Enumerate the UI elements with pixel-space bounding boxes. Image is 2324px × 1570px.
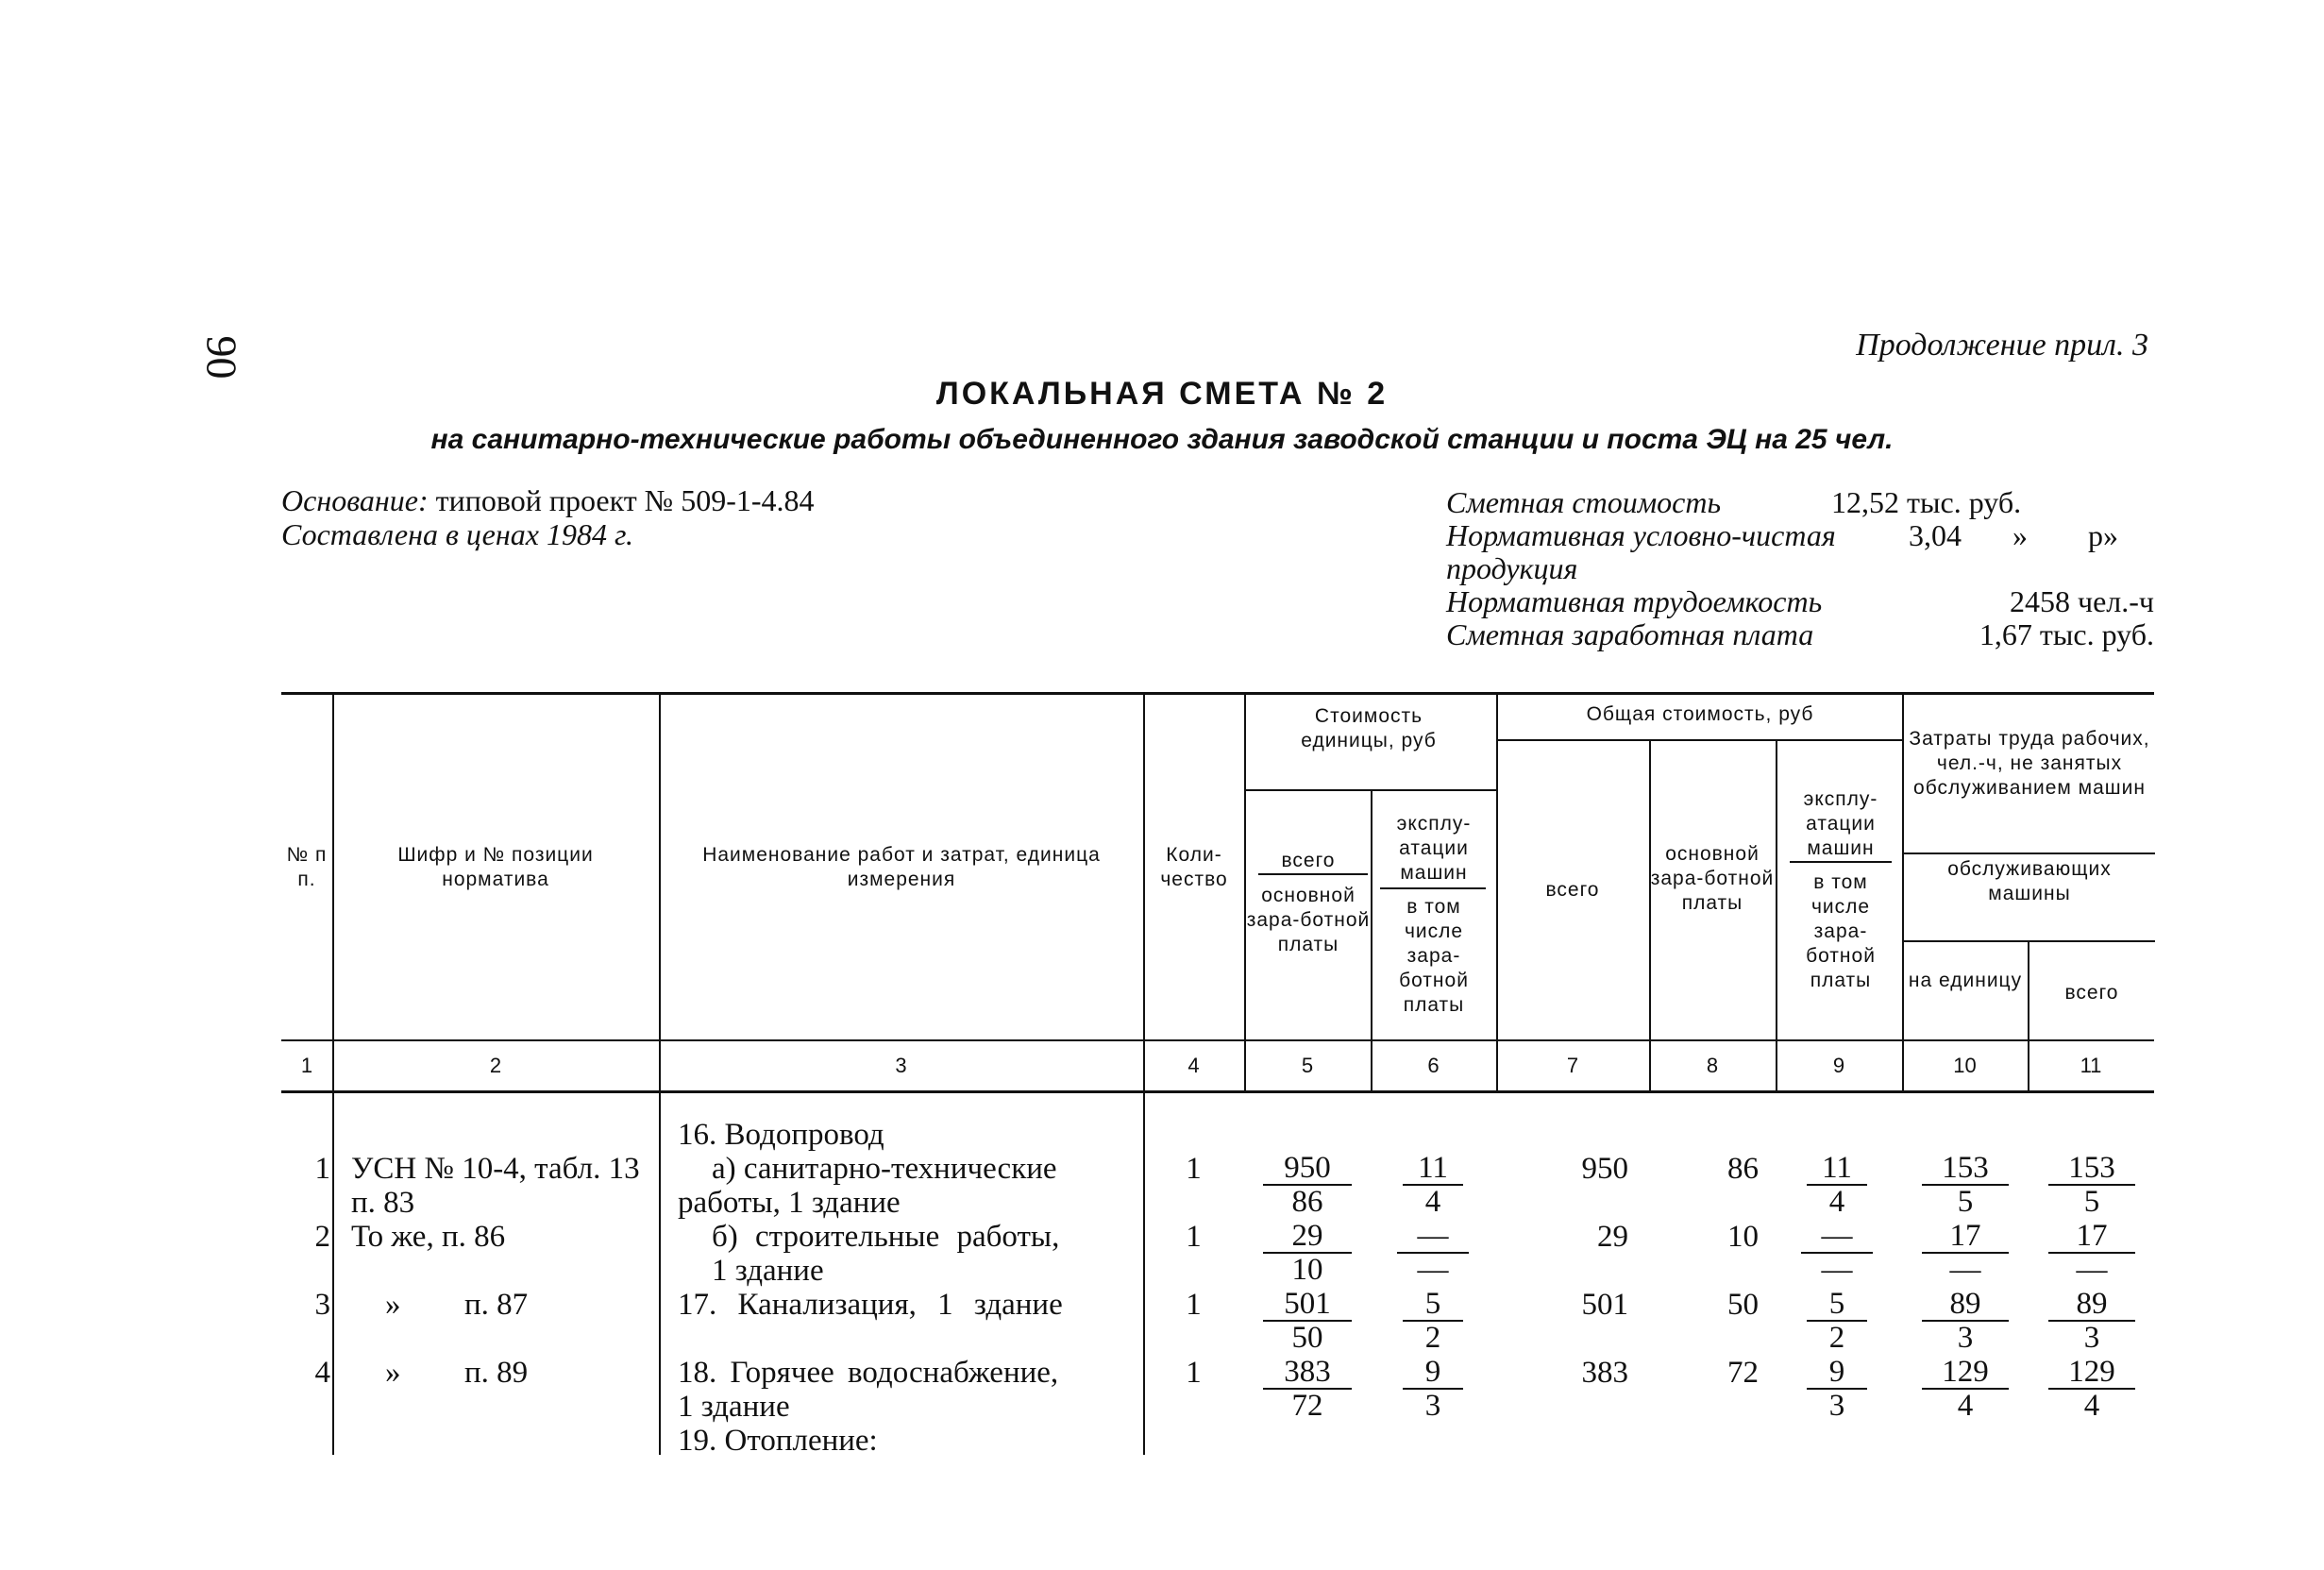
wage-value: 1,67 тыс. руб.	[1979, 617, 2154, 651]
frac-bottom: 4	[1828, 1185, 1845, 1219]
frac-bottom: 86	[1291, 1185, 1323, 1219]
wage-label: Сметная заработная плата	[1446, 617, 1814, 651]
row-qty: 1	[1186, 1152, 1202, 1186]
header-c2: Шифр и № позиции норматива	[397, 844, 594, 890]
frac-bottom: 72	[1291, 1389, 1323, 1423]
frac-bottom: 3	[1424, 1389, 1441, 1423]
row-code: УСН № 10-4, табл. 13	[351, 1152, 640, 1186]
table-top-rule	[281, 692, 2154, 695]
frac-top: —	[1397, 1220, 1469, 1254]
col-number: 7	[1566, 1054, 1579, 1077]
frac-bottom: —	[2076, 1253, 2108, 1287]
col-number: 2	[489, 1054, 502, 1077]
header-c4: Коли-чество	[1160, 844, 1228, 890]
row-c11	[2048, 1152, 2135, 1218]
row-c7: 501	[1581, 1288, 1628, 1322]
net-value: 3,04	[1909, 518, 1962, 552]
col-number: 5	[1301, 1054, 1314, 1077]
rule-colnums-bottom	[281, 1090, 2154, 1093]
row-c9	[1807, 1288, 1867, 1354]
frac-bottom: 3	[2083, 1321, 2100, 1355]
row-c6	[1403, 1288, 1463, 1354]
section-19: 19. Отопление:	[678, 1424, 878, 1458]
row-c6	[1403, 1356, 1463, 1422]
frac-bottom: 2	[1424, 1321, 1441, 1355]
row-c9	[1807, 1356, 1867, 1422]
frac-top: 5	[1807, 1288, 1867, 1322]
frac-bottom: 3	[1828, 1389, 1845, 1423]
document-title: ЛОКАЛЬНАЯ СМЕТА № 2	[935, 376, 1389, 412]
header-c9-top: эксплу-атации машин	[1803, 788, 1878, 859]
vline-5	[1371, 789, 1373, 1091]
frac-top: 17	[2048, 1220, 2135, 1254]
col-number: 9	[1832, 1054, 1845, 1077]
row-c5	[1263, 1356, 1352, 1422]
row-c7: 29	[1597, 1220, 1628, 1254]
row-c8: 50	[1727, 1288, 1759, 1322]
row-c5	[1263, 1220, 1352, 1286]
header-c5-top: всего	[1281, 850, 1336, 871]
frac-top: 129	[2048, 1356, 2135, 1390]
frac-top: 17	[1922, 1220, 2009, 1254]
col-number: 11	[2080, 1054, 2102, 1077]
header-total-cost: Общая стоимость, руб	[1586, 703, 1814, 725]
frac-bottom: 4	[2083, 1389, 2100, 1423]
row-c9	[1801, 1220, 1873, 1286]
header-c9-bottom: в том числе зара-ботной платы	[1806, 871, 1876, 991]
row-c10	[1922, 1220, 2009, 1286]
col-number: 4	[1187, 1054, 1200, 1077]
header-unit-cost: Стоимость единицы, руб	[1301, 705, 1437, 751]
row-qty: 1	[1186, 1288, 1202, 1322]
row-c7: 950	[1581, 1152, 1628, 1186]
frac-top: 501	[1263, 1288, 1352, 1322]
frac-bottom: 50	[1291, 1321, 1323, 1355]
row-code-2: п. 87	[464, 1288, 529, 1322]
frac-top: 5	[1403, 1288, 1463, 1322]
frac-bottom: —	[1949, 1253, 1981, 1287]
frac-top: —	[1801, 1220, 1873, 1254]
net-label-2: продукция	[1446, 551, 1578, 585]
row-name: б) строительные работы,	[712, 1220, 1060, 1254]
frac-top: 950	[1263, 1152, 1352, 1186]
frac-bottom: 5	[2083, 1185, 2100, 1219]
row-qty: 1	[1186, 1220, 1202, 1254]
basis-label: Основание:	[281, 483, 429, 517]
vline-8	[1776, 739, 1777, 1091]
row-c6	[1397, 1220, 1469, 1286]
row-number: 1	[314, 1152, 330, 1186]
frac-top: 89	[2048, 1288, 2135, 1322]
row-qty: 1	[1186, 1356, 1202, 1390]
cost-label: Сметная стоимость	[1446, 485, 1722, 519]
frac-top: 11	[1807, 1152, 1867, 1186]
row-c10	[1922, 1288, 2009, 1354]
frac-bottom: 10	[1291, 1253, 1323, 1287]
row-number: 2	[314, 1220, 330, 1254]
row-c8: 72	[1727, 1356, 1759, 1390]
vline-9	[1902, 692, 1904, 1091]
row-c6	[1403, 1152, 1463, 1218]
row-c8: 10	[1727, 1220, 1759, 1254]
row-c7: 383	[1581, 1356, 1628, 1390]
row-name: 18. Горячее водоснабжение,	[678, 1356, 1059, 1390]
rule-c5	[1258, 873, 1368, 875]
header-labor: Затраты труда рабочих, чел.-ч, не занятых обслуживанием машин	[1909, 728, 2150, 799]
col-number: 6	[1427, 1054, 1440, 1077]
row-c11	[2048, 1356, 2135, 1422]
frac-bottom: 4	[1957, 1389, 1974, 1423]
rule-header-bottom	[281, 1039, 2154, 1041]
header-c1: № п п.	[286, 844, 328, 890]
section-16: 16. Водопровод	[678, 1118, 884, 1152]
header-c6-bottom: в том числе зара-ботной платы	[1399, 896, 1469, 1016]
row-code-2: п. 83	[351, 1186, 415, 1220]
page-number: 90	[197, 335, 246, 380]
row-code: »	[385, 1288, 401, 1322]
header-c3: Наименование работ и затрат, единица измерения	[702, 844, 1101, 890]
header-c5-bottom: основной зара-ботной платы	[1246, 885, 1371, 955]
row-c8: 86	[1727, 1152, 1759, 1186]
labor-label: Нормативная трудоемкость	[1446, 584, 1823, 618]
rule-c9	[1790, 861, 1892, 863]
col-number: 1	[300, 1054, 313, 1077]
document-subtitle: на санитарно-технические работы объединенного здания заводской станции и поста ЭЦ на 25 чел.	[430, 424, 1894, 455]
frac-top: 153	[1922, 1152, 2009, 1186]
header-c8: основной зара-ботной платы	[1650, 843, 1775, 914]
basis-value: типовой проект № 509-1-4.84	[435, 483, 815, 517]
net-unit-a: »	[2012, 518, 2028, 552]
row-number: 4	[314, 1356, 330, 1390]
row-code: »	[385, 1356, 401, 1390]
row-name-2: работы, 1 здание	[678, 1186, 901, 1220]
header-c10: на единицу	[1908, 970, 2023, 991]
col-number: 10	[1953, 1054, 1977, 1077]
row-c11	[2048, 1288, 2135, 1354]
row-c10	[1922, 1356, 2009, 1422]
header-c7: всего	[1545, 879, 1600, 901]
row-code-2: п. 89	[464, 1356, 529, 1390]
row-code: То же, п. 86	[351, 1220, 506, 1254]
frac-top: 11	[1403, 1152, 1463, 1186]
summary-block	[1446, 486, 2154, 651]
row-name-2: 1 здание	[678, 1390, 790, 1424]
frac-bottom: —	[1417, 1253, 1449, 1287]
frac-top: 129	[1922, 1356, 2009, 1390]
rule-totalcost	[1496, 739, 1904, 741]
row-c5	[1263, 1152, 1352, 1218]
labor-value: 2458 чел.-ч	[2009, 584, 2154, 618]
row-number: 3	[314, 1288, 330, 1322]
frac-top: 9	[1807, 1356, 1867, 1390]
row-c9	[1807, 1152, 1867, 1218]
frac-top: 153	[2048, 1152, 2135, 1186]
frac-top: 9	[1403, 1356, 1463, 1390]
row-c11	[2048, 1220, 2135, 1286]
frac-bottom: —	[1821, 1253, 1853, 1287]
rule-c6	[1380, 887, 1486, 889]
header-c6-top: эксплу-атации машин	[1396, 813, 1472, 884]
basis-block	[281, 483, 815, 551]
frac-bottom: 4	[1424, 1185, 1441, 1219]
frac-top: 29	[1263, 1220, 1352, 1254]
header-c11: всего	[2064, 982, 2119, 1004]
frac-bottom: 2	[1828, 1321, 1845, 1355]
rule-labor	[1902, 853, 2155, 854]
col-number: 8	[1706, 1054, 1719, 1077]
col-number: 3	[895, 1054, 907, 1077]
row-name-2: 1 здание	[712, 1254, 824, 1288]
net-unit-b: р»	[2088, 518, 2118, 552]
row-c10	[1922, 1152, 2009, 1218]
cost-value: 12,52 тыс. руб.	[1831, 485, 2022, 519]
header-labor-sub: обслуживающих машины	[1947, 858, 2112, 904]
frac-bottom: 3	[1957, 1321, 1974, 1355]
frac-bottom: 5	[1957, 1185, 1974, 1219]
prices-note: Составлена в ценах 1984 г.	[281, 517, 634, 551]
row-name: 17. Канализация, 1 здание	[678, 1288, 1063, 1322]
continuation-note: Продолжение прил. 3	[1856, 328, 2148, 363]
row-c5	[1263, 1288, 1352, 1354]
frac-top: 89	[1922, 1288, 2009, 1322]
row-name: а) санитарно-технические	[712, 1152, 1057, 1186]
frac-top: 383	[1263, 1356, 1352, 1390]
net-label: Нормативная условно-чистая	[1446, 518, 1836, 552]
